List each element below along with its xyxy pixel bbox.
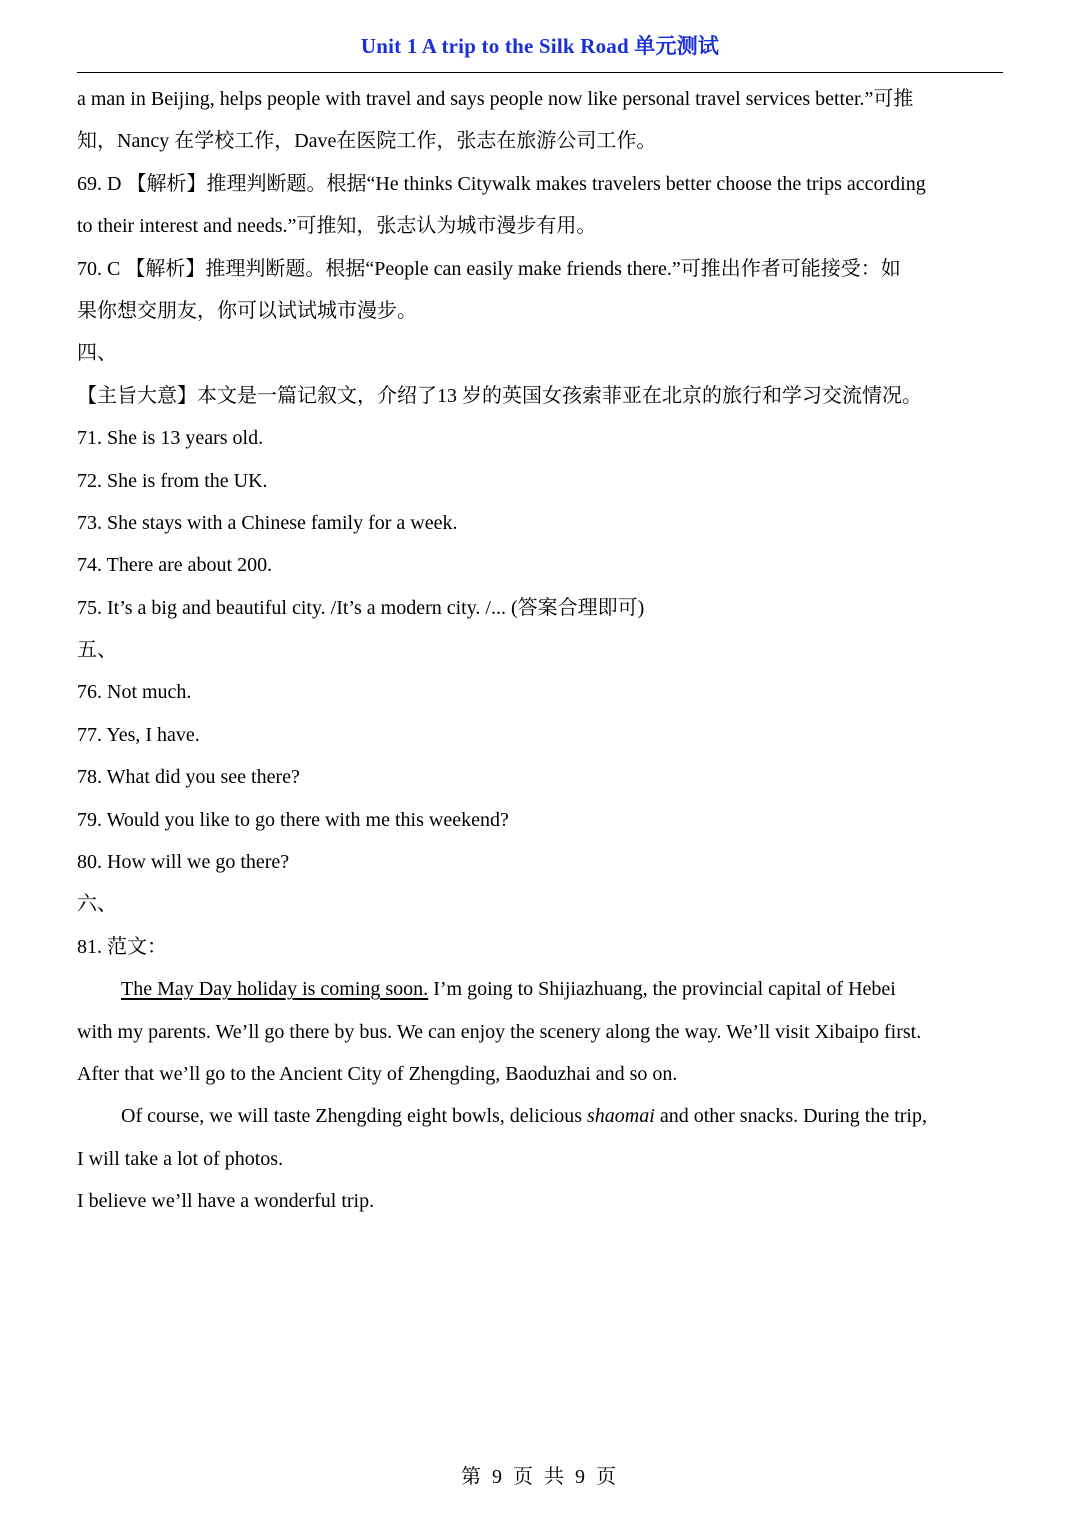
answer-72: 72. She is from the UK.: [77, 469, 268, 492]
text-line: 果你想交朋友，你可以试试城市漫步。: [77, 299, 417, 322]
section-heading-6: 六、: [77, 893, 117, 916]
answer-77: 77. Yes, I have.: [77, 723, 200, 746]
main-idea: 【主旨大意】本文是一篇记叙文，介绍了13 岁的英国女孩索菲亚在北京的旅行和学习交流情况。: [77, 384, 922, 407]
text-line: 知，Nancy 在学校工作，Dave在医院工作，张志在旅游公司工作。: [77, 130, 657, 153]
essay-paragraph-2-line-2: I will take a lot of photos.: [77, 1147, 284, 1170]
section-heading-5: 五、: [77, 639, 117, 662]
essay-paragraph-3: I believe we’ll have a wonderful trip.: [77, 1190, 375, 1213]
essay-paragraph-2-line-1: [77, 1095, 1012, 1137]
essay-text: I’m going to Shijiazhuang, the provincial capital of Hebei: [428, 978, 896, 1001]
essay-opening-sentence: The May Day holiday is coming soon.: [121, 978, 429, 1001]
section-heading-4: 四、: [77, 342, 117, 365]
answer-80: 80. How will we go there?: [77, 851, 290, 874]
essay-italic-word: shaomai: [587, 1105, 655, 1128]
answer-76: 76. Not much.: [77, 681, 192, 704]
text-line: to their interest and needs.”可推知，张志认为城市漫步有用。: [77, 215, 597, 238]
essay-paragraph-1-line-3: After that we’ll go to the Ancient City of Zhengding, Baoduzhai and so on.: [77, 1062, 678, 1085]
essay-paragraph-1-line-1: [77, 968, 1012, 1010]
answer-75: 75. It’s a big and beautiful city. /It’s a modern city. /... (答案合理即可): [77, 596, 645, 619]
answer-73: 73. She stays with a Chinese family for a week.: [77, 511, 458, 534]
header-divider: [77, 72, 1003, 73]
answer-71: 71. She is 13 years old.: [77, 427, 264, 450]
text-line: a man in Beijing, helps people with travel and says people now like personal travel services better.”可推: [77, 88, 914, 110]
page-number: 第 9 页 共 9 页: [461, 1466, 619, 1488]
essay-text: Of course, we will taste Zhengding eight bowls, delicious: [121, 1105, 588, 1128]
essay-paragraph-1-line-2: with my parents. We’ll go there by bus. We can enjoy the scenery along the way. We’ll visit Xibaipo first.: [77, 1020, 922, 1043]
document-body: [77, 78, 1012, 1223]
document-header-title: Unit 1 A trip to the Silk Road 单元测试: [360, 34, 720, 58]
answer-74: 74. There are about 200.: [77, 554, 273, 577]
answer-78: 78. What did you see there?: [77, 766, 300, 789]
answer-79: 79. Would you like to go there with me this weekend?: [77, 808, 509, 831]
answer-69: 69. D 【解析】推理判断题。根据“He thinks Citywalk makes travelers better choose the trips according: [77, 172, 926, 195]
answer-81-label: 81. 范文：: [77, 935, 167, 958]
answer-70: 70. C 【解析】推理判断题。根据“People can easily make friends there.”可推出作者可能接受：如: [77, 257, 901, 280]
essay-text: and other snacks. During the trip,: [654, 1105, 927, 1128]
